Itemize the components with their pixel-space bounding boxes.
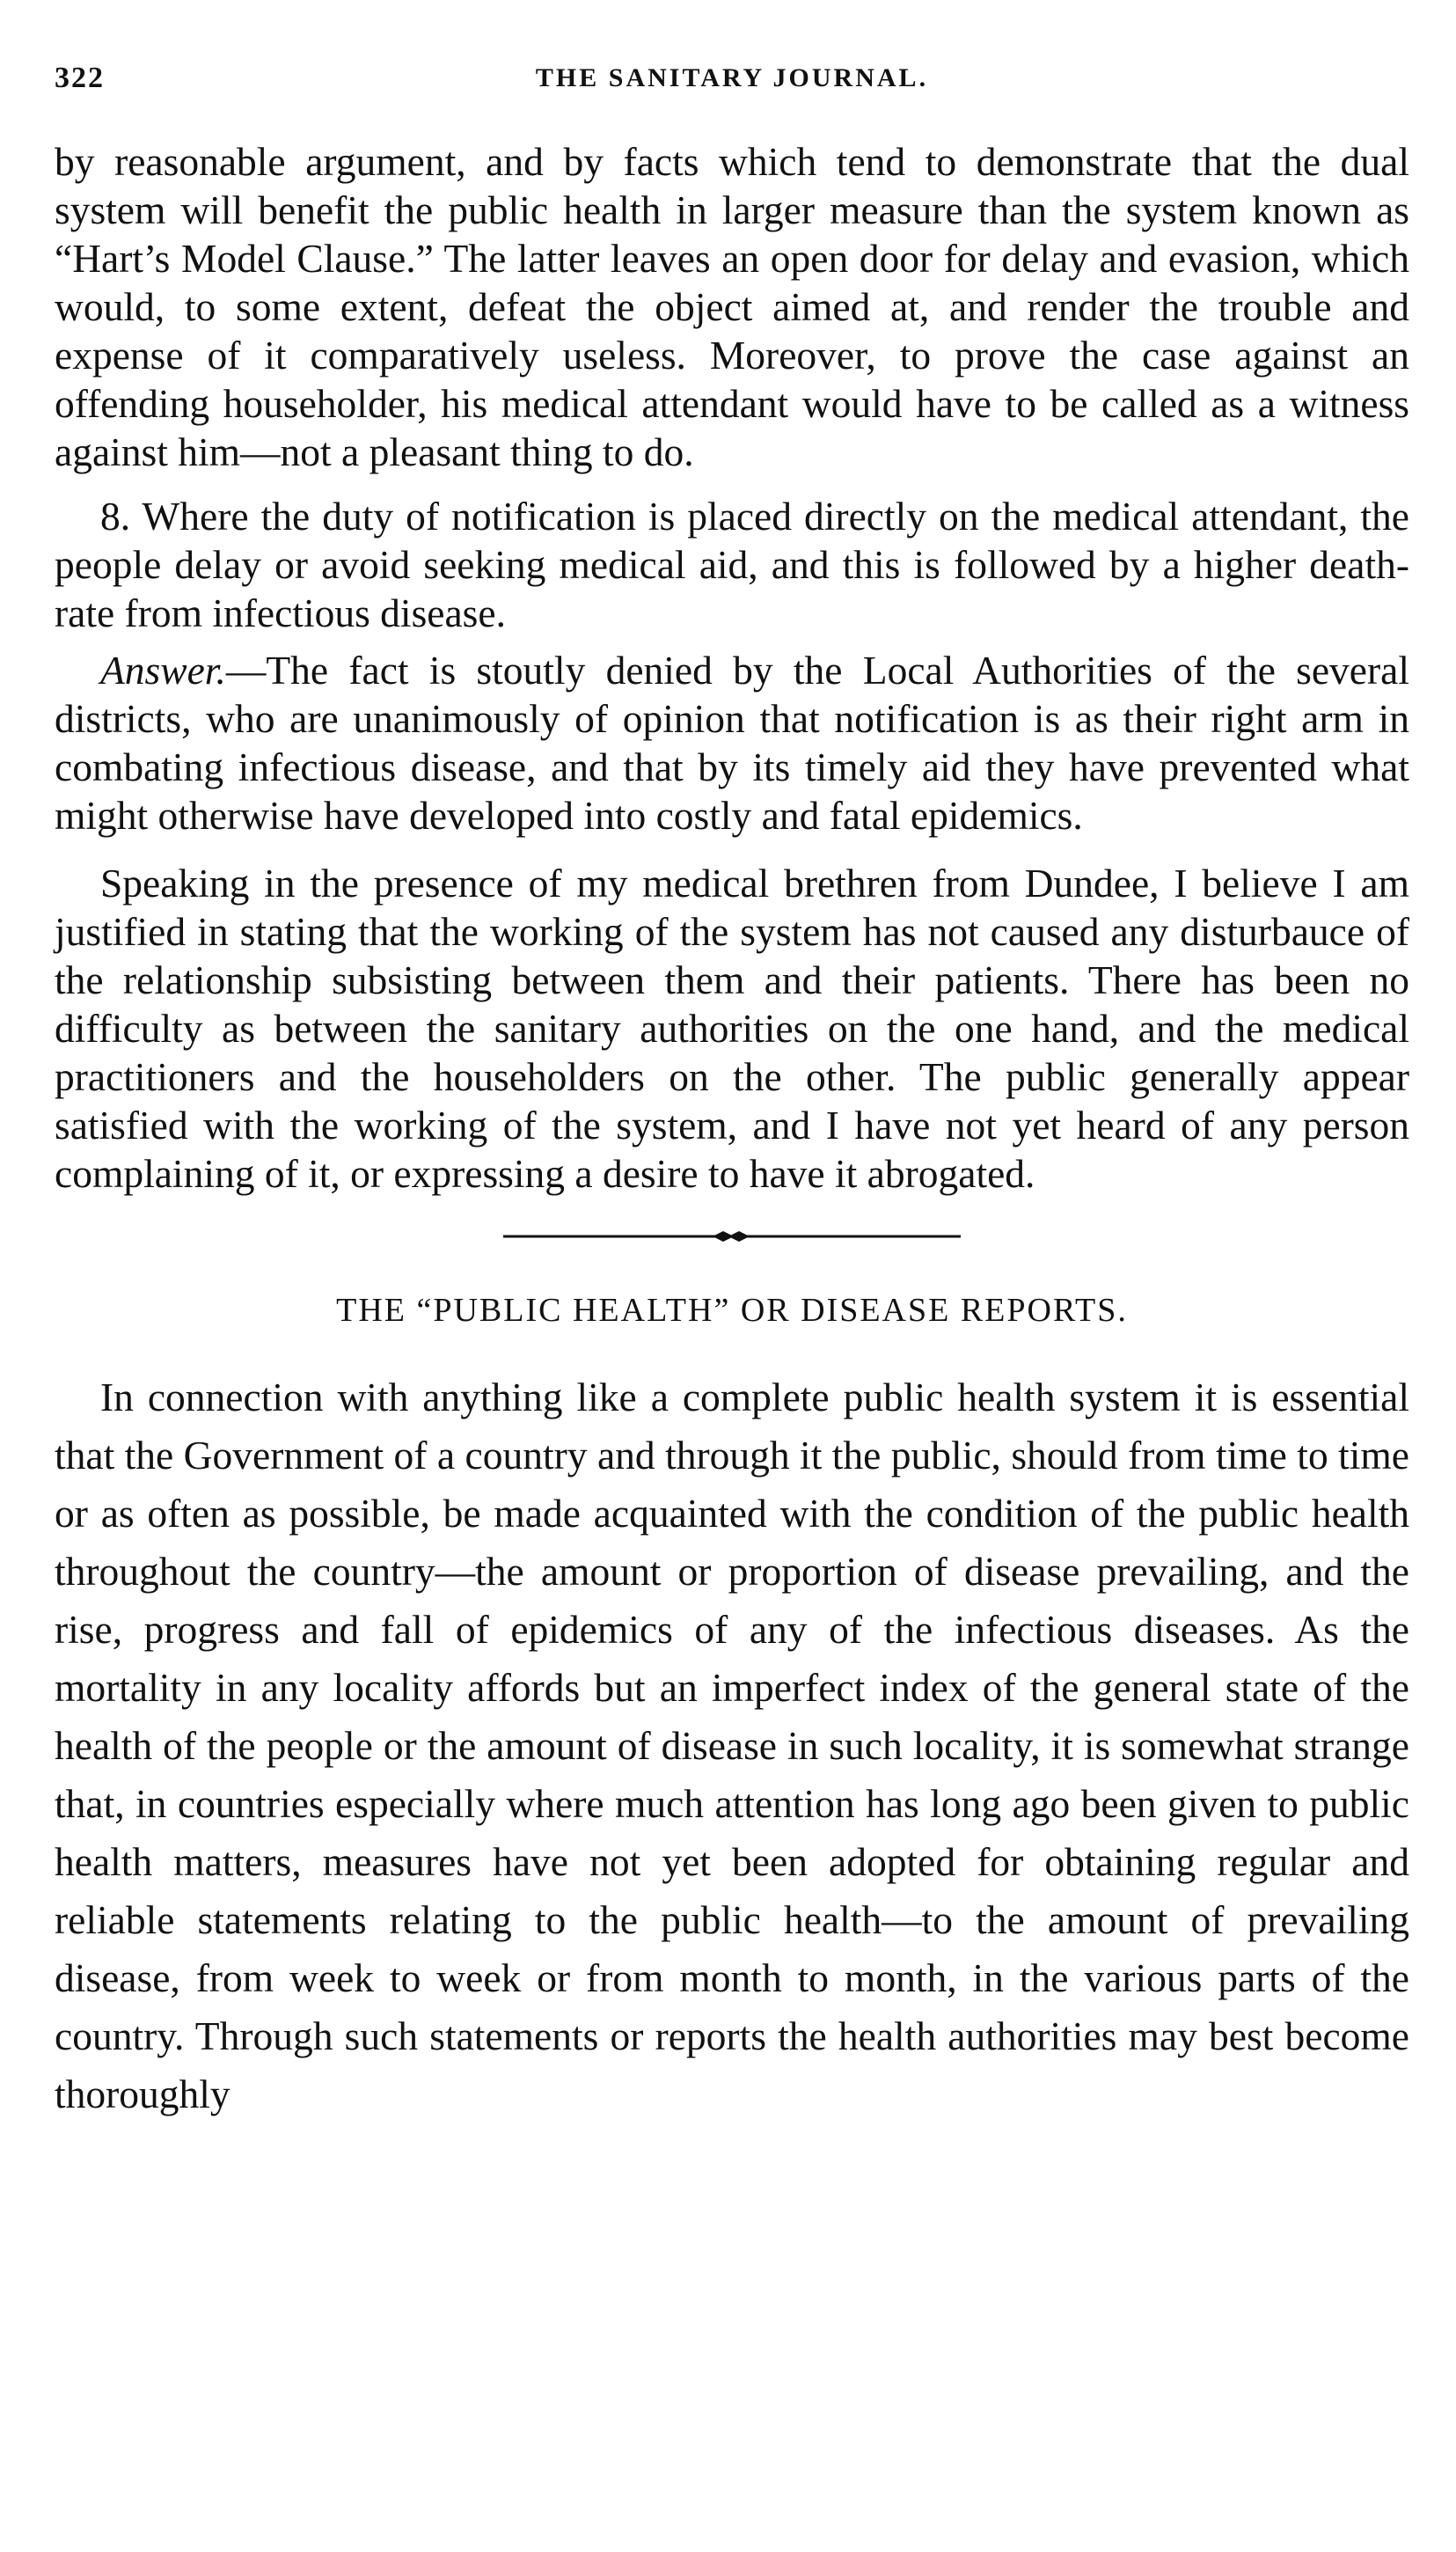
paragraph-dundee: Speaking in the presence of my medical brethren from Dundee, I believe I am justified in stating that the working of the system has not caused any disturbauce of the relationship subsisting between them and their patients. There has been no difficulty as between the sanitary authorities on the one hand, and the medical practitioners and the householders on the other. The public generally appear satisfied with the working of the system, and I have not yet heard of any person complaining of it, or expressing a desire to have it abrogated.: [55, 861, 1409, 1196]
paragraph-public-health-reports: In connection with anything like a complete public health system it is essential that the Government of a country and through it the public, should from time to time or as often as possible, be made acquainted with the condition of the public health throughout the country—the amount or proportion of disease prevailing, and the rise, progress and fall of epidemics of any of the infectious diseases. As the mortality in any locality affords but an imperfect index of the general state of the health of the people or the amount of disease in such locality, it is somewhat strange that, in countries especially where much attention has long ago been given to public health matters, measures have not yet been adopted for obtaining regular and reliable statements relating to the public health—to the amount of prevailing disease, from week to week or from month to month, in the various parts of the country. Through such statements or reports the health authorities may best become thoroughly: [55, 1375, 1409, 2116]
divider-rule-icon: [503, 1228, 961, 1245]
article-continuation: [55, 137, 1409, 1198]
paragraph-answer: [55, 646, 1409, 840]
paragraph-objection-8: 8. Where the duty of notification is placed directly on the medical attendant, the people delay or avoid seeking medical aid, and this is followed by a higher death-rate from infectious disease.: [55, 494, 1409, 635]
section-heading: THE “PUBLIC HEALTH” OR DISEASE REPORTS.: [336, 1292, 1128, 1329]
journal-title: THE SANITARY JOURNAL.: [535, 63, 929, 92]
page: [55, 62, 1409, 2123]
section-body: [55, 1368, 1409, 2123]
paragraph-dual-system: by reasonable argument, and by facts which tend to demonstrate that the dual system will benefit the public health in larger measure than the system known as “Hart’s Model Clause.” The latter leaves an open door for delay and evasion, which would, to some extent, defeat the object aimed at, and render the trouble and expense of it comparatively useless. Moreover, to prove the case against an offending householder, his medical attendant would have to be called as a witness against him—not a pleasant thing to do.: [55, 139, 1409, 474]
page-number: 322: [55, 62, 105, 94]
answer-label: Answer.: [100, 648, 226, 693]
answer-text: —The fact is stoutly denied by the Local Authorities of the several districts, who are unanimously of opinion that notification is as their right arm in combating infectious disease, and that by its timely aid they have prevented what might otherwise have developed into costly and fatal epidemics.: [55, 648, 1409, 838]
running-head: [55, 62, 1409, 111]
section-divider-ornament: [503, 1228, 961, 1245]
